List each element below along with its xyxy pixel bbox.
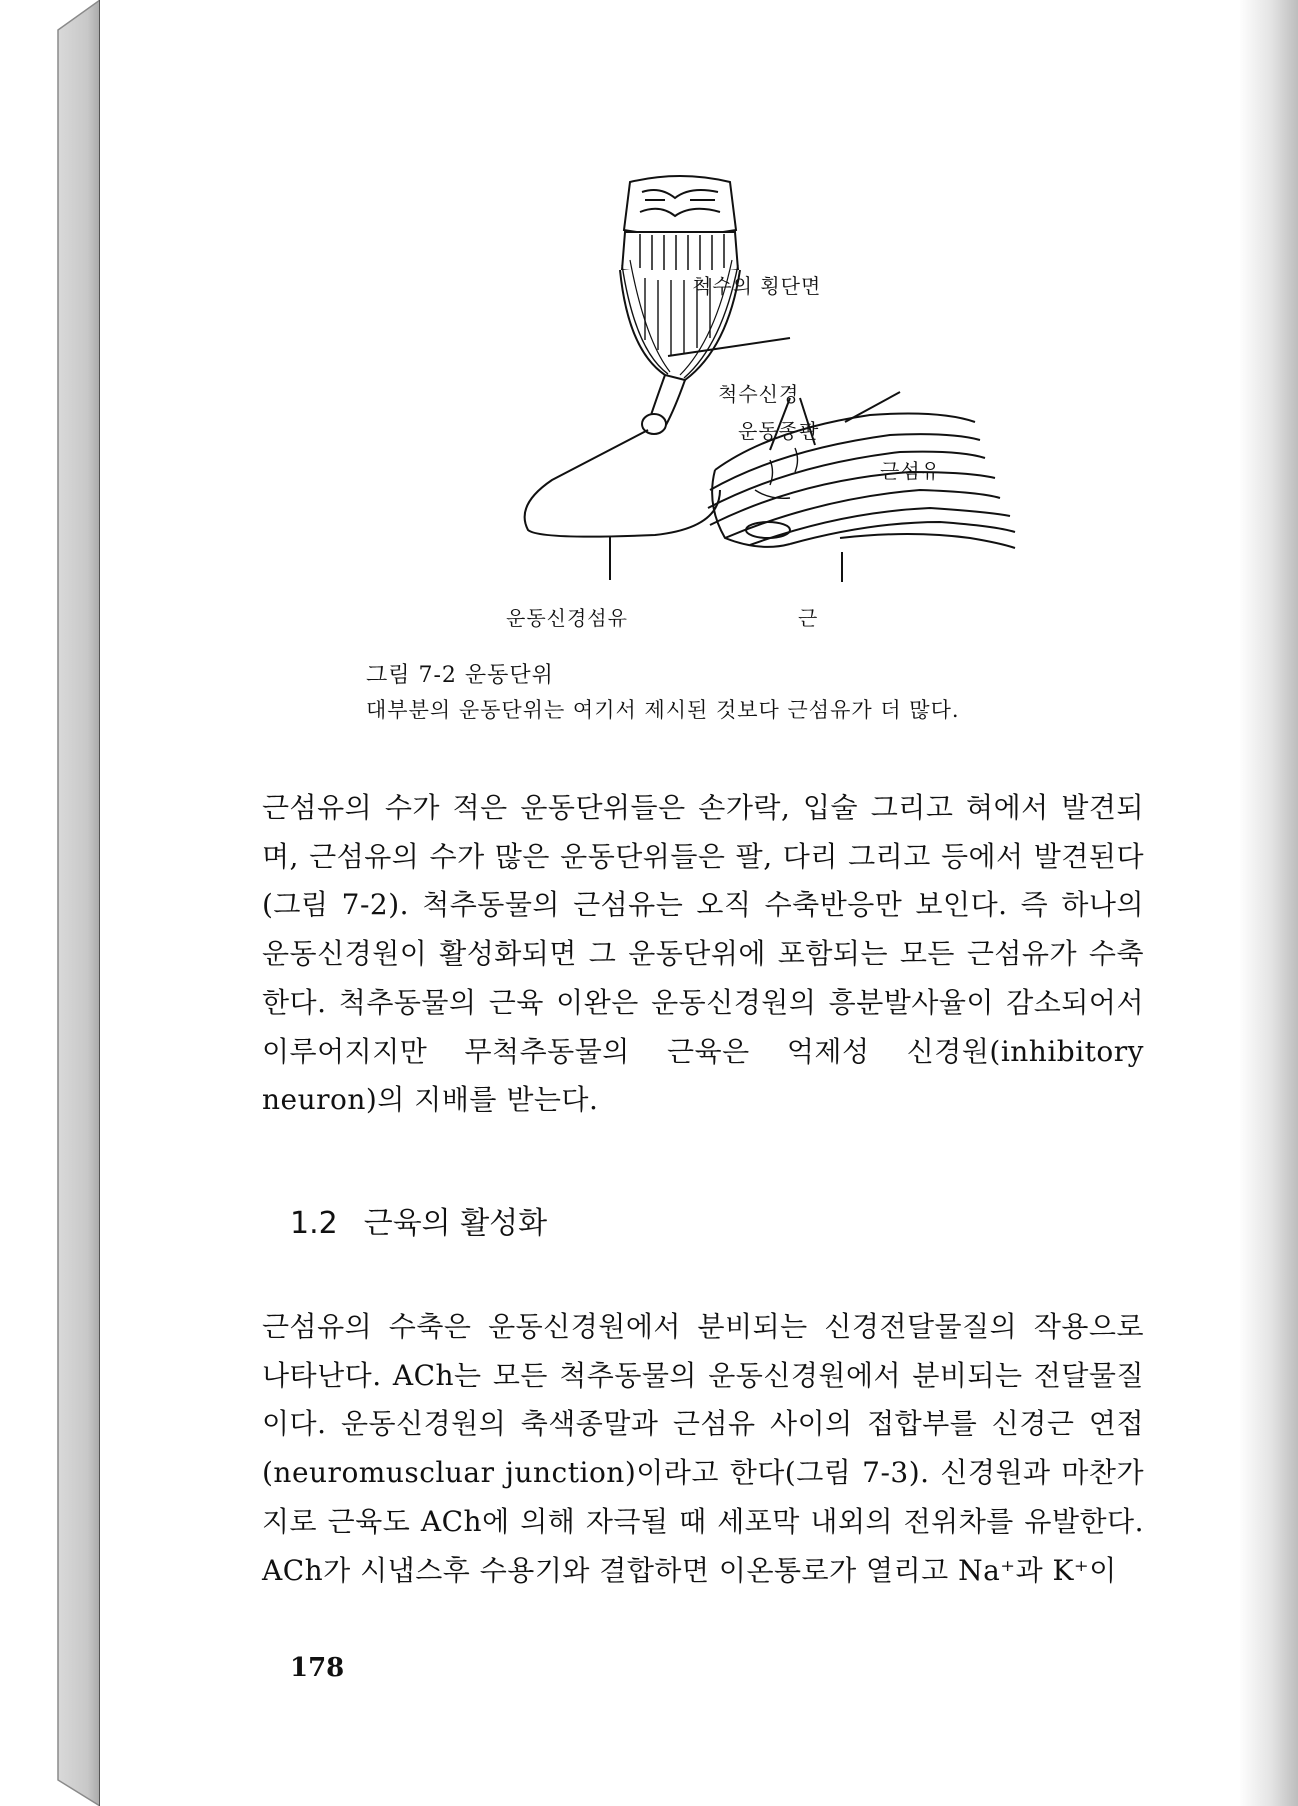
label-motor-end-plate: 운동종판 (738, 419, 820, 443)
label-spinal-cord-cross-section: 척수의 횡단면 (692, 274, 822, 298)
motor-unit-illustration (470, 160, 1130, 640)
body-paragraph-1: 근섬유의 수가 적은 운동단위들은 손가락, 입술 그리고 혀에서 발견되며, 근섬유의 수가 많은 운동단위들은 팔, 다리 그리고 등에서 발견된다 (그림 7-2). 척추동물의 근섬유는 오직 수축반응만 보인다. 즉 하나의 운동신경원이 활성화되면 그 운동단위에 포함되는 모든 근섬유가 수축한다. 척추동물의 근육 이완은 운동신경원의 흥분발사율이 감소되어서 이루어지지만 무척추동물의 근육은 억제성 신경원(inhibitory neuron)의 지배를 받는다. (262, 791, 1144, 1117)
section-number: 1.2 (290, 1206, 338, 1241)
label-muscle-fiber: 근섬유 (880, 459, 941, 483)
figure-caption-text: 대부분의 운동단위는 여기서 제시된 것보다 근섬유가 더 많다. (366, 698, 960, 722)
page-number: 178 (290, 1653, 345, 1683)
book-left-edge (0, 0, 100, 1806)
section-title: 근육의 활성화 (363, 1206, 548, 1241)
label-motor-nerve-fiber: 운동신경섬유 (506, 606, 628, 630)
body-paragraph-2: 근섬유의 수축은 운동신경원에서 분비되는 신경전달물질의 작용으로 나타난다. ACh는 모든 척추동물의 운동신경원에서 분비되는 전달물질이다. 운동신경원의 축색종말과 근섬유 사이의 접합부를 신경근 연접(neuromuscluar junction)이라고 한다(그림 7-3). 신경원과 마찬가지로 근육도 ACh에 의해 자극될 때 세포막 내외의 전위차를 유발한다. ACh가 시냅스후 수용기와 결합하면 이온통로가 열리고 Na⁺과 K⁺이 (262, 1310, 1144, 1587)
book-page (100, 0, 1240, 1806)
label-muscle: 근 (798, 606, 819, 630)
label-spinal-nerve: 척수신경 (718, 382, 800, 406)
book-right-shadow (1238, 0, 1298, 1806)
figure-caption-title: 그림 7-2 운동단위 (366, 663, 554, 688)
section-heading (290, 1198, 547, 1242)
